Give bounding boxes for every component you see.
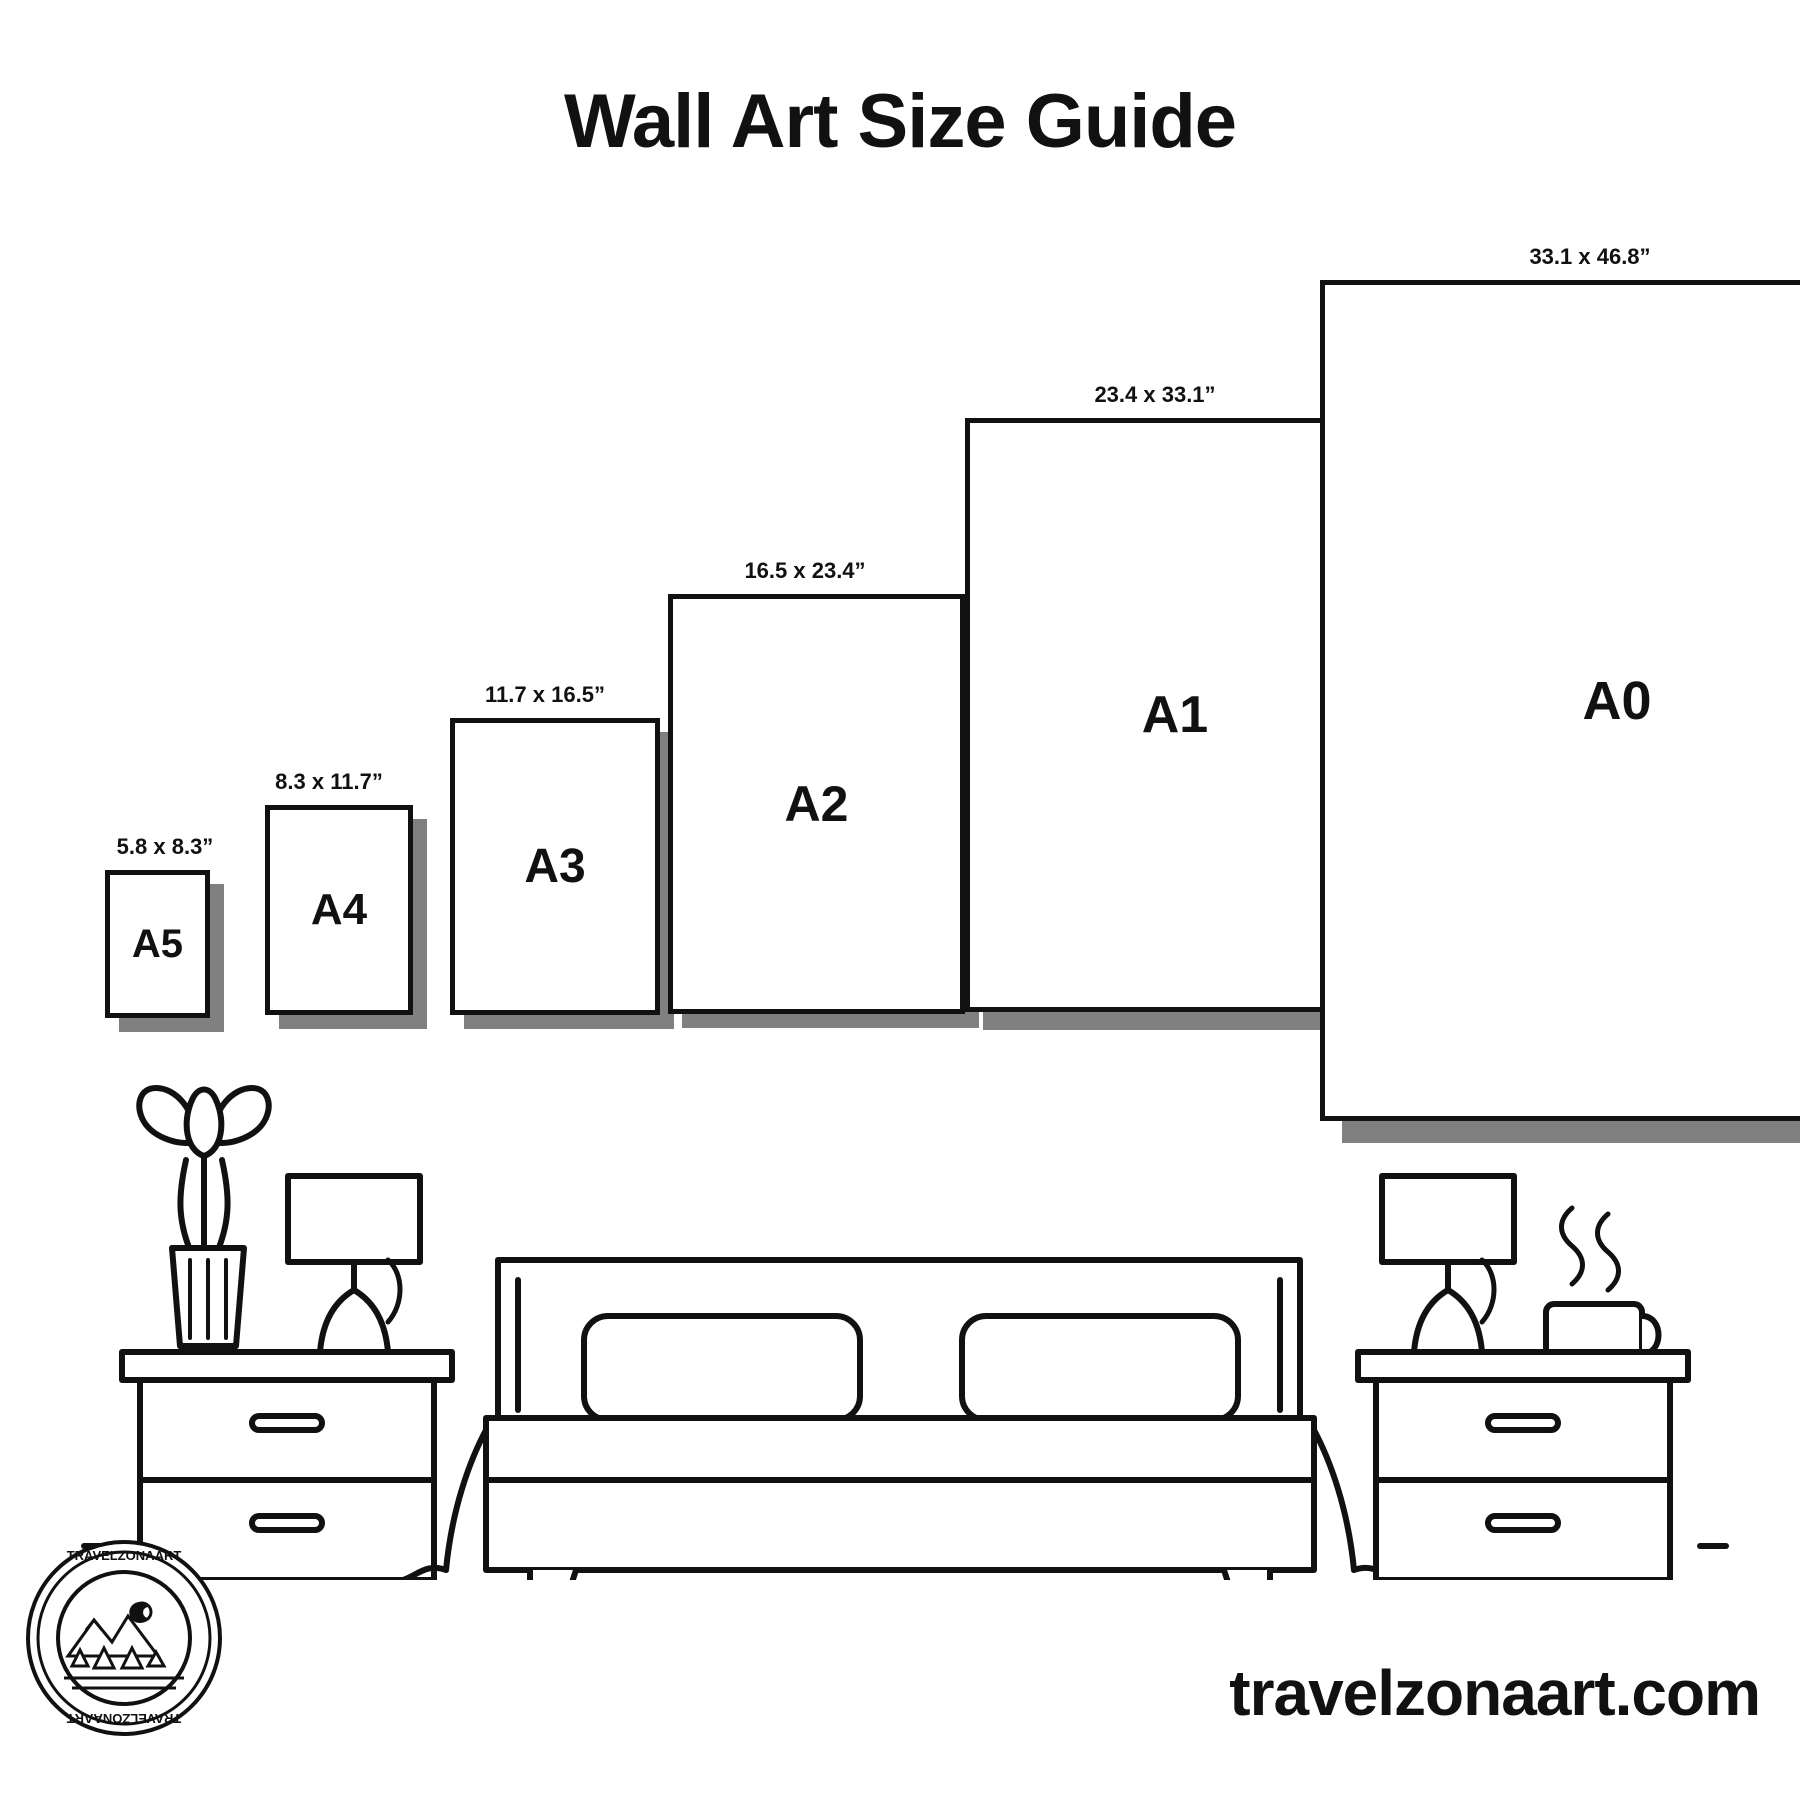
frame-dimensions-a2: 16.5 x 23.4” [744, 558, 866, 583]
frame-name-a3: A3 [524, 840, 586, 893]
frame-box-a2[interactable] [668, 594, 965, 1014]
logo-brand-text-bottom: TRAVELZONAART [66, 1711, 182, 1726]
website-url[interactable]: travelzonaart.com [1229, 1657, 1760, 1729]
frame-dimensions-a4: 8.3 x 11.7” [275, 769, 383, 794]
frame-name-a1: A1 [1141, 686, 1209, 744]
frame-name-a4: A4 [310, 885, 368, 934]
page-title: Wall Art Size Guide [563, 79, 1237, 164]
table-lamp-left-icon [288, 1176, 420, 1352]
plant-vase-icon [139, 1088, 268, 1346]
nightstand-right-icon [1358, 1352, 1688, 1580]
frame-dimensions-a3: 11.7 x 16.5” [485, 682, 605, 707]
bed-icon [386, 1260, 1416, 1580]
logo-brand-text-top: TRAVELZONAART [66, 1548, 182, 1563]
frame-name-a5: A5 [131, 921, 184, 966]
frame-dimensions-a5: 5.8 x 8.3” [116, 834, 214, 859]
frame-dimensions-a1: 23.4 x 33.1” [1094, 382, 1216, 407]
frame-size-row [0, 244, 1800, 1030]
frame-name-a2: A2 [784, 776, 849, 832]
bedroom-scene [0, 960, 1800, 1580]
coffee-cup-icon [1534, 1208, 1659, 1366]
table-lamp-right-icon [1382, 1176, 1514, 1352]
frame-dimensions-a0: 33.1 x 46.8” [1529, 244, 1651, 269]
brand-logo[interactable] [24, 1538, 224, 1738]
frame-name-a0: A0 [1582, 670, 1652, 731]
